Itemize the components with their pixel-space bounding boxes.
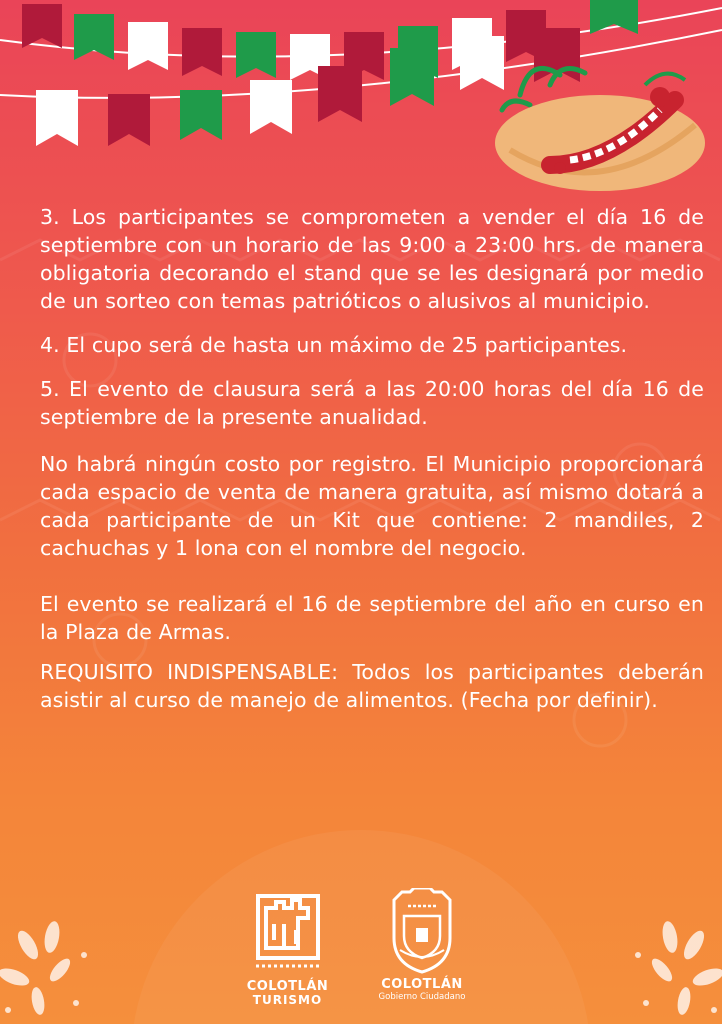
rule-4-paragraph: 4. El cupo será de hasta un máximo de 25 participantes. <box>40 333 628 357</box>
colotlan-turismo-logo <box>240 888 335 1007</box>
taco-icon <box>490 55 715 195</box>
decorative-flower-icon <box>612 915 722 1024</box>
turismo-emblem-icon <box>248 888 328 976</box>
gobierno-logo-name: COLOTLÁN <box>381 977 463 992</box>
gobierno-shield-icon <box>386 888 458 974</box>
rule-3-paragraph: 3. Los participantes se comprometen a vender el día 16 de septiembre con un horario de las 9:00 a 23:00 hrs. de manera obligatoria decorando el stand que se les designará por medio de un sorteo con temas patrióticos o alusivos al municipio. <box>40 205 704 313</box>
turismo-logo-name: COLOTLÁN <box>246 979 329 994</box>
gobierno-logo-subtitle: Gobierno Ciudadano <box>378 992 466 1002</box>
rule-5-paragraph: 5. El evento de clausura será a las 20:00 horas del día 16 de septiembre de la presente anualidad. <box>40 377 704 429</box>
requirement-paragraph: REQUISITO INDISPENSABLE: Todos los participantes deberán asistir al curso de manejo de alimentos. (Fecha por definir). <box>40 660 704 712</box>
decorative-flower-icon <box>0 915 110 1024</box>
colotlan-gobierno-logo <box>372 888 472 1003</box>
rules-text <box>40 203 704 714</box>
turismo-logo-subtitle: TURISMO <box>252 993 323 1007</box>
registration-cost-paragraph: No habrá ningún costo por registro. El Municipio proporcionará cada espacio de venta de manera gratuita, así mismo dotará a cada participante de un Kit que contiene: 2 mandiles, 2 cachuchas y 1 lona con el nombre del negocio. <box>40 452 704 560</box>
event-location-paragraph: El evento se realizará el 16 de septiembre del año en curso en la Plaza de Armas. <box>40 592 704 644</box>
